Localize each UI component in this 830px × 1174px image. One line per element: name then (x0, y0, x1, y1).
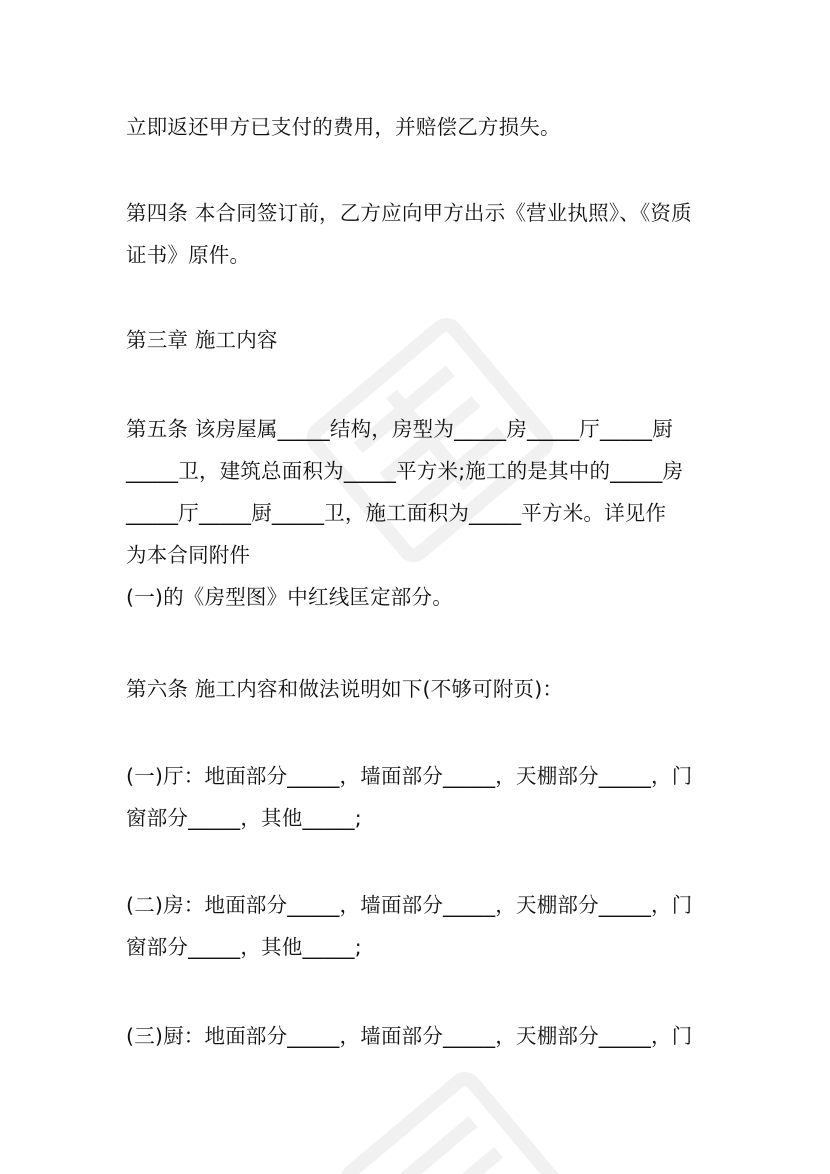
paragraph-hall (126, 755, 716, 839)
chapter-heading (126, 319, 716, 361)
text-line: (二)房：地面部分_____，墙面部分_____，天棚部分_____，门 (126, 893, 693, 917)
text-line: 立即返还甲方已支付的费用，并赔偿乙方损失。 (126, 115, 561, 139)
text-line: 为本合同附件 (126, 543, 251, 567)
text-line: _____厅_____厨_____卫，施工面积为_____平方米。详见作 (126, 501, 667, 525)
text-line: 第四条 本合同签订前，乙方应向甲方出示《营业执照》、《资质 (126, 201, 692, 225)
text-line: 窗部分_____，其他_____; (126, 806, 362, 830)
text-line: (一)厅：地面部分_____，墙面部分_____，天棚部分_____，门 (126, 764, 693, 788)
paragraph-article-5 (126, 408, 716, 618)
text-line: (三)厨：地面部分_____，墙面部分_____，天棚部分_____，门 (126, 1024, 693, 1048)
paragraph-refund (126, 106, 716, 148)
paragraph-kitchen (126, 1015, 716, 1057)
text-line: 窗部分_____，其他_____; (126, 935, 362, 959)
text-line: (一)的《房型图》中红线匡定部分。 (126, 585, 453, 609)
paragraph-article-4 (126, 192, 716, 276)
paragraph-article-6 (126, 668, 716, 710)
text-line: 第六条 施工内容和做法说明如下(不够可附页)： (126, 677, 564, 701)
text-line: 证书》原件。 (126, 243, 251, 267)
watermark-stamp (330, 1070, 570, 1174)
text-line: _____卫，建筑总面积为_____平方米;施工的是其中的_____房 (126, 459, 684, 483)
text-line: 第三章 施工内容 (126, 328, 278, 352)
text-line: 第五条 该房屋属_____结构，房型为_____房_____厅_____厨 (126, 417, 673, 441)
paragraph-room (126, 884, 716, 968)
